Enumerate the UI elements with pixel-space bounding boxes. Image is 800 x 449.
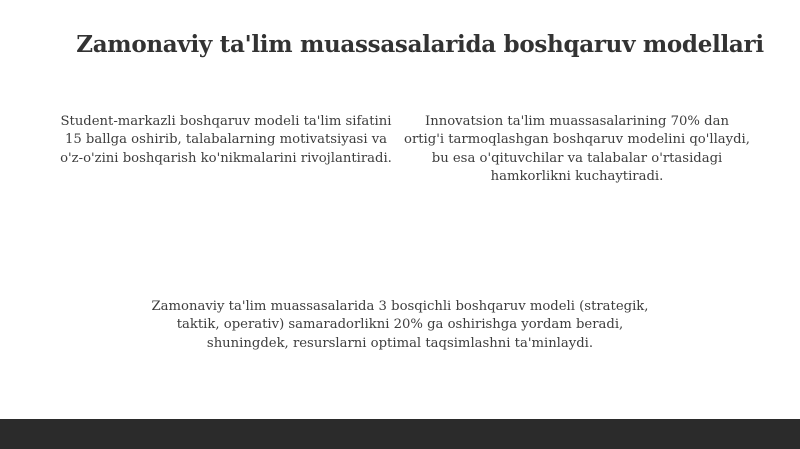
- slide-title: Zamonaviy ta'lim muassasalarida boshqaruv modellari: [76, 31, 764, 58]
- text-block-three-level-model: Zamonaviy ta'lim muassasalarida 3 bosqichli boshqaruv modeli (strategik, taktik, operativ) samaradorlikni 20% ga oshirishga yordam beradi, shuningdek, resurslarni optimal taqsimlashni ta'minlaydi.: [151, 299, 649, 351]
- text-block-student-centered: Student-markazli boshqaruv modeli ta'lim sifatini 15 ballga oshirib, talabalarning motivatsiyasi va o'z-o'zini boshqarish ko'nikmalarini rivojlantiradi.: [60, 114, 392, 166]
- text-block-innovative-institutions: Innovatsion ta'lim muassasalarining 70% dan ortig'i tarmoqlashgan boshqaruv modelini qo'llaydi, bu esa o'qituvchilar va talabalar o'rtasidagi hamkorlikni kuchaytiradi.: [404, 114, 750, 185]
- bottom-bar: [0, 419, 800, 449]
